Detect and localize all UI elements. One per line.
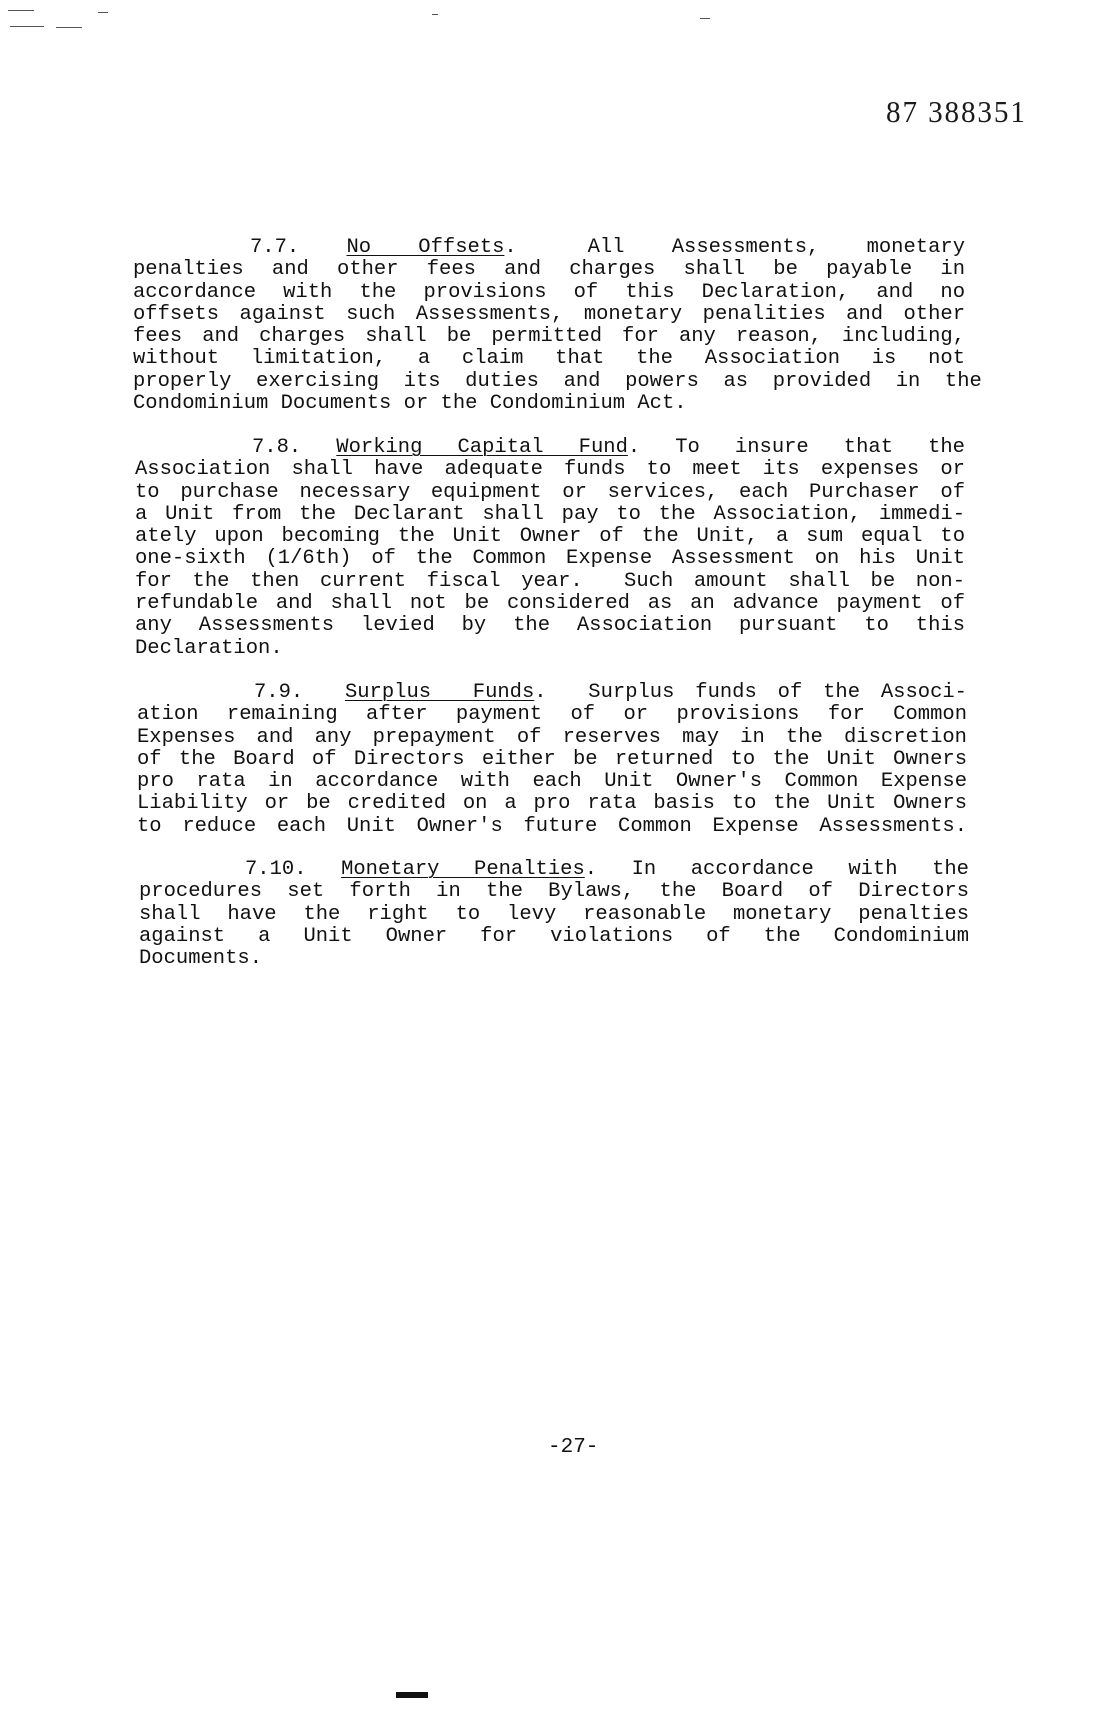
body-line: of the Board of Directors either be returned to the Unit Owners: [137, 747, 967, 771]
body-line: to purchase necessary equipment or services, each Purchaser of: [135, 480, 965, 504]
section-7-7: [133, 236, 982, 416]
section-7-9: [137, 682, 967, 838]
section-first-line: [135, 437, 965, 459]
scan-artifact: [396, 1692, 428, 1698]
section-7-10: [139, 859, 969, 970]
scan-artifact: [56, 27, 82, 28]
body-line: one-sixth (1/6th) of the Common Expense Assessment on his Unit: [135, 547, 965, 571]
body-line: Declaration.: [135, 636, 283, 660]
section-number: 7.8.: [252, 436, 302, 459]
section-first-line-text: . In accordance with the: [584, 858, 969, 881]
body-line: refundable and shall not be considered as an advance payment of: [135, 592, 965, 616]
body-line: offsets against such Assessments, monetary penalities and other: [133, 302, 965, 326]
body-line: ately upon becoming the Unit Owner of the Unit, a sum equal to: [135, 525, 965, 549]
section-heading: Monetary Penalties: [341, 858, 585, 881]
body-line: Condominium Documents or the Condominium Act.: [133, 392, 687, 416]
body-line: for the then current fiscal year. Such amount shall be non-: [135, 569, 965, 593]
scan-artifact: [8, 10, 34, 11]
body-line: procedures set forth in the Bylaws, the Board of Directors: [139, 880, 969, 904]
scan-artifact: [10, 26, 44, 27]
section-heading: Working Capital Fund: [336, 436, 628, 459]
scan-artifact: [98, 12, 108, 13]
section-first-line: [133, 237, 965, 259]
section-first-line-text: . To insure that the: [627, 436, 965, 459]
section-first-line-text: . Surplus funds of the Associ-: [534, 681, 967, 704]
section-number: 7.10.: [245, 858, 307, 881]
section-heading: No Offsets: [346, 236, 505, 259]
section-first-line-text: . All Assessments, monetary: [504, 236, 965, 259]
document-number: 87 388351: [886, 94, 1027, 129]
body-line: a Unit from the Declarant shall pay to the Association, immedi-: [135, 502, 965, 526]
body-line: properly exercising its duties and powers as provided in the: [133, 369, 982, 393]
body-line: accordance with the provisions of this Declaration, and no: [133, 280, 965, 304]
body-line: pro rata in accordance with each Unit Owner's Common Expense: [137, 770, 967, 794]
body-line: fees and charges shall be permitted for any reason, including,: [133, 325, 965, 349]
body-line: any Assessments levied by the Association pursuant to this: [135, 614, 965, 638]
section-heading: Surplus Funds: [344, 681, 535, 704]
body-line: against a Unit Owner for violations of the Condominium: [139, 924, 969, 948]
body-line: Expenses and any prepayment of reserves may in the discretion: [137, 725, 967, 749]
section-first-line: [139, 859, 969, 881]
body-line: to reduce each Unit Owner's future Common Expense Assessments.: [137, 814, 967, 838]
section-first-line: [137, 682, 967, 704]
scan-artifact: [700, 18, 710, 19]
section-7-8: [135, 437, 965, 660]
body-line: penalties and other fees and charges shall be payable in: [133, 258, 965, 282]
body-line: shall have the right to levy reasonable monetary penalties: [139, 902, 969, 926]
scan-artifact: [432, 14, 438, 15]
body-line: ation remaining after payment of or provisions for Common: [137, 703, 967, 727]
section-number: 7.7.: [250, 236, 300, 259]
page-number: -27-: [548, 1436, 599, 1459]
body-line: Association shall have adequate funds to meet its expenses or: [135, 458, 965, 482]
body-line: Liability or be credited on a pro rata basis to the Unit Owners: [137, 792, 967, 816]
body-line: Documents.: [139, 947, 263, 971]
section-number: 7.9.: [254, 681, 304, 704]
body-line: without limitation, a claim that the Association is not: [133, 347, 965, 371]
